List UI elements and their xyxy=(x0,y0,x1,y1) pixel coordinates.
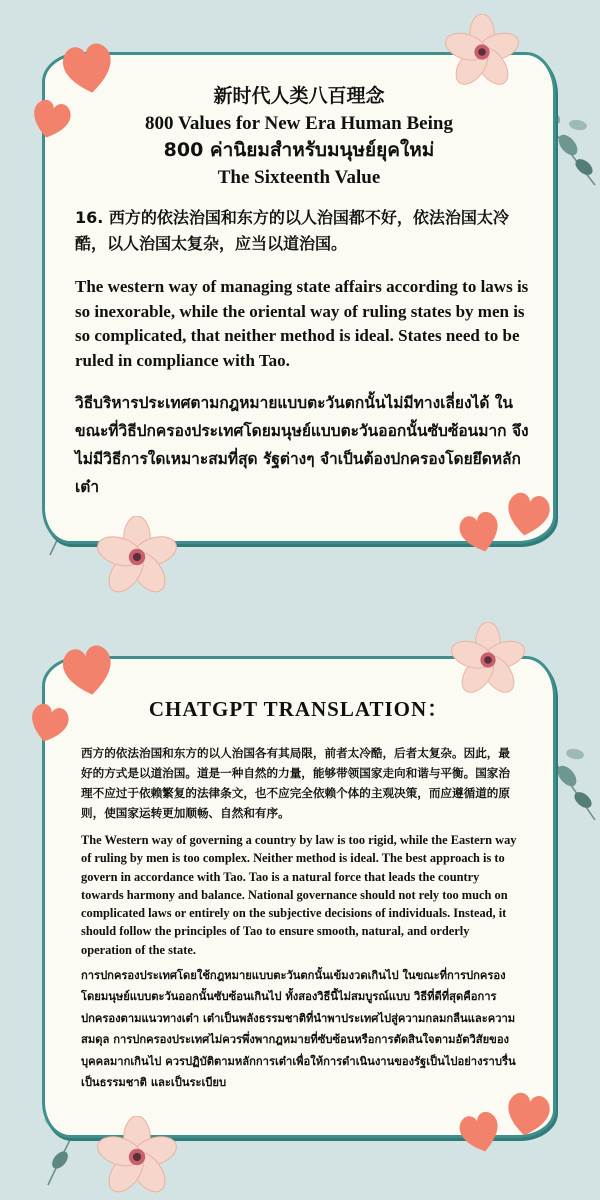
translation-heading: CHATGPT TRANSLATION： xyxy=(148,697,450,721)
flower-icon xyxy=(450,622,526,698)
paragraph-chinese: 16. 西方的依法治国和东方的以人治国都不好，依法治国太冷酷，以人治国太复杂，应当以道治国。 xyxy=(75,208,509,253)
value-card xyxy=(42,52,556,544)
heart-icon xyxy=(28,96,74,142)
heart-icon xyxy=(26,700,72,746)
heart-icon xyxy=(58,38,118,98)
translation-thai: การปกครองประเทศโดยใช้กฎหมายแบบตะวันตกนั้นเข้มงวดเกินไป ในขณะที่การปกครองโดยมนุษย์แบบตะวันออกนั้นซับซ้อนเกินไป ทั้งสองวิธีนี้ไม่สมบูรณ์แบบ วิธีที่ดีที่สุดคือการปกครองตามแนวทางเต๋า เต๋าเป็นพลังธรรมชาติที่นำพาประเทศไปสู่ความกลมกลืนและความสมดุล การปกครองประเทศไม่ควรพึ่งพากฎหมายที่ซับซ้อนหรือการตัดสินใจตามอัตวิสัยของบุคคลมากเกินไป ควรปฏิบัติตามหลักการเต๋าเพื่อให้การดำเนินงานของรัฐเป็นไปอย่างราบรื่น เป็นธรรมชาติ และเป็นระเบียบ xyxy=(81,969,516,1090)
title-chinese: 新时代人类八百理念 xyxy=(213,85,385,107)
translation-chinese: 西方的依法治国和东方的以人治国各有其局限，前者太冷酷，后者太复杂。因此，最好的方式是以道治国。道是一种自然的力量，能够带领国家走向和谐与平衡。国家治理不应过于依赖繁复的法律条文，也不应完全依赖个体的主观决策，而应遵循道的原则，使国家运转更加顺畅、自然和有序。 xyxy=(81,746,510,820)
translation-english: The Western way of governing a country by law is too rigid, while the Eastern way of ruling by men is too complex. Neither method is ideal. The best approach is to govern in accordance with Tao. Tao is a natural force that leads the country towards harmony and balance. National governance should not rely too much on complicated laws or entirely on the subjective decisions of individuals. Instead, it should follow the principles of Tao to ensure smooth, natural, and orderly operation of the state. xyxy=(81,833,517,957)
value-subtitle: The Sixteenth Value xyxy=(217,167,381,188)
card-header xyxy=(45,83,553,191)
heart-icon xyxy=(502,1088,554,1140)
title-english: 800 Values for New Era Human Being xyxy=(145,113,453,134)
heart-icon xyxy=(456,1108,504,1156)
paragraph-thai: วิธีบริหารประเทศตามกฎหมายแบบตะวันตกนั้นไม่มีทางเลี่ยงได้ ในขณะที่วิธีปกครองประเทศโดยมนุษย์แบบตะวันออกนั้นซับซ้อนมาก จึงไม่มีวิธีการใดเหมาะสมที่สุด รัฐต่างๆ จำเป็นต้องปกครองโดยยึดหลักเต๋า xyxy=(75,394,529,496)
heart-icon xyxy=(456,508,504,556)
heart-icon xyxy=(58,640,118,700)
title-thai: 800 ค่านิยมสำหรับมนุษย์ยุคใหม่ xyxy=(163,139,435,161)
flower-icon xyxy=(444,14,520,90)
flower-icon xyxy=(96,516,178,598)
translation-card xyxy=(42,656,556,1138)
paragraph-english: The western way of managing state affairs according to laws is so inexorable, while the oriental way of ruling states by men is so complicated, that neither method is ideal. States need to be ruled in compliance with Tao. xyxy=(75,277,529,370)
flower-icon xyxy=(96,1116,178,1198)
heart-icon xyxy=(502,488,554,540)
